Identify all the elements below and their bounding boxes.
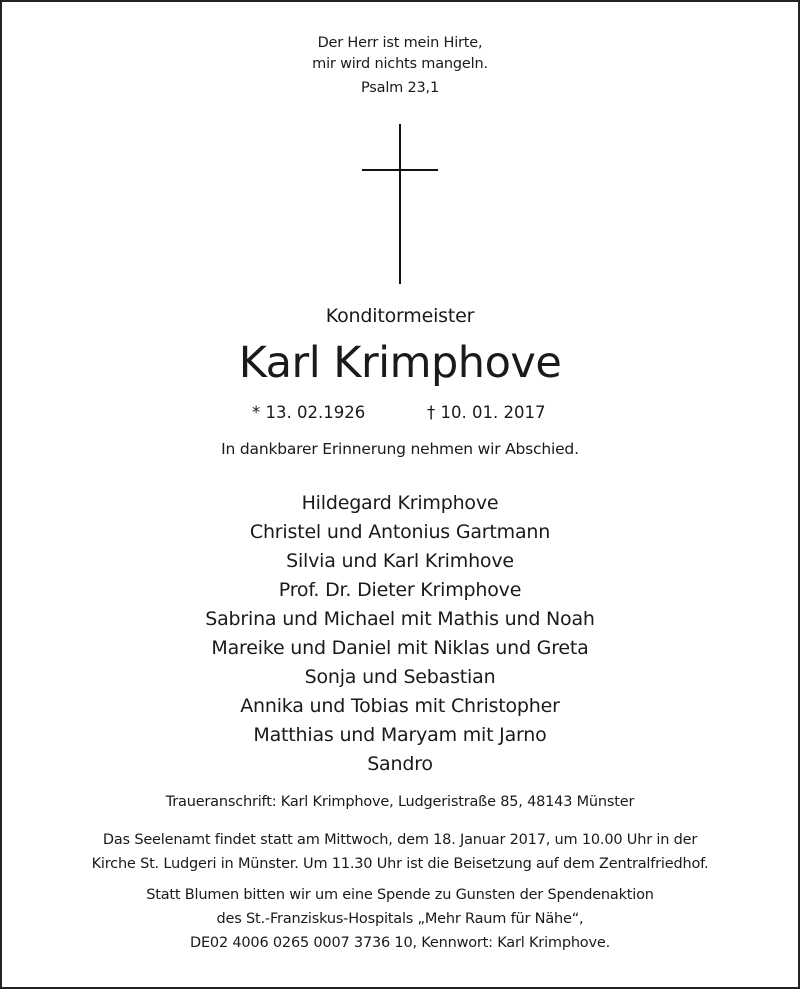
mourner: Christel und Antonius Gartmann [249, 521, 551, 543]
mourner: Silvia und Karl Krimhove [286, 550, 514, 572]
mourner: Annika und Tobias mit Christopher [240, 695, 560, 717]
farewell-text: In dankbarer Erinnerung nehmen wir Abschied. [221, 440, 579, 458]
mourning-address: Traueranschrift: Karl Krimphove, Ludgeristraße 85, 48143 Münster [165, 794, 635, 810]
service-line-1: Das Seelenamt findet statt am Mittwoch, dem 18. Januar 2017, um 10.00 Uhr in der [102, 832, 698, 848]
verse-reference: Psalm 23,1 [361, 80, 439, 96]
mourner: Mareike und Daniel mit Niklas und Greta [211, 637, 589, 659]
deceased-name: Karl Krimphove [238, 338, 562, 388]
donation-line-3: DE02 4006 0265 0007 3736 10, Kennwort: Karl Krimphove. [190, 935, 610, 951]
mourner: Matthias und Maryam mit Jarno [253, 724, 547, 746]
donation-line-1: Statt Blumen bitten wir um eine Spende zu Gunsten der Spendenaktion [146, 887, 654, 903]
mourner: Sonja und Sebastian [304, 666, 496, 688]
verse-line-2: mir wird nichts mangeln. [312, 56, 488, 72]
service-line-2: Kirche St. Ludgeri in Münster. Um 11.30 Uhr ist die Beisetzung auf dem Zentralfriedhof. [91, 856, 709, 872]
birth-date: * 13. 02.1926 [252, 403, 366, 422]
death-date: † 10. 01. 2017 [427, 403, 546, 422]
mourner: Hildegard Krimphove [301, 492, 499, 514]
verse-line-1: Der Herr ist mein Hirte, [317, 35, 483, 51]
mourner: Sandro [367, 753, 433, 775]
mourner: Sabrina und Michael mit Mathis und Noah [205, 608, 595, 630]
donation-line-2: des St.-Franziskus-Hospitals „Mehr Raum für Nähe“, [216, 911, 584, 927]
mourner: Prof. Dr. Dieter Krimphove [278, 579, 522, 601]
deceased-title: Konditormeister [325, 305, 475, 327]
